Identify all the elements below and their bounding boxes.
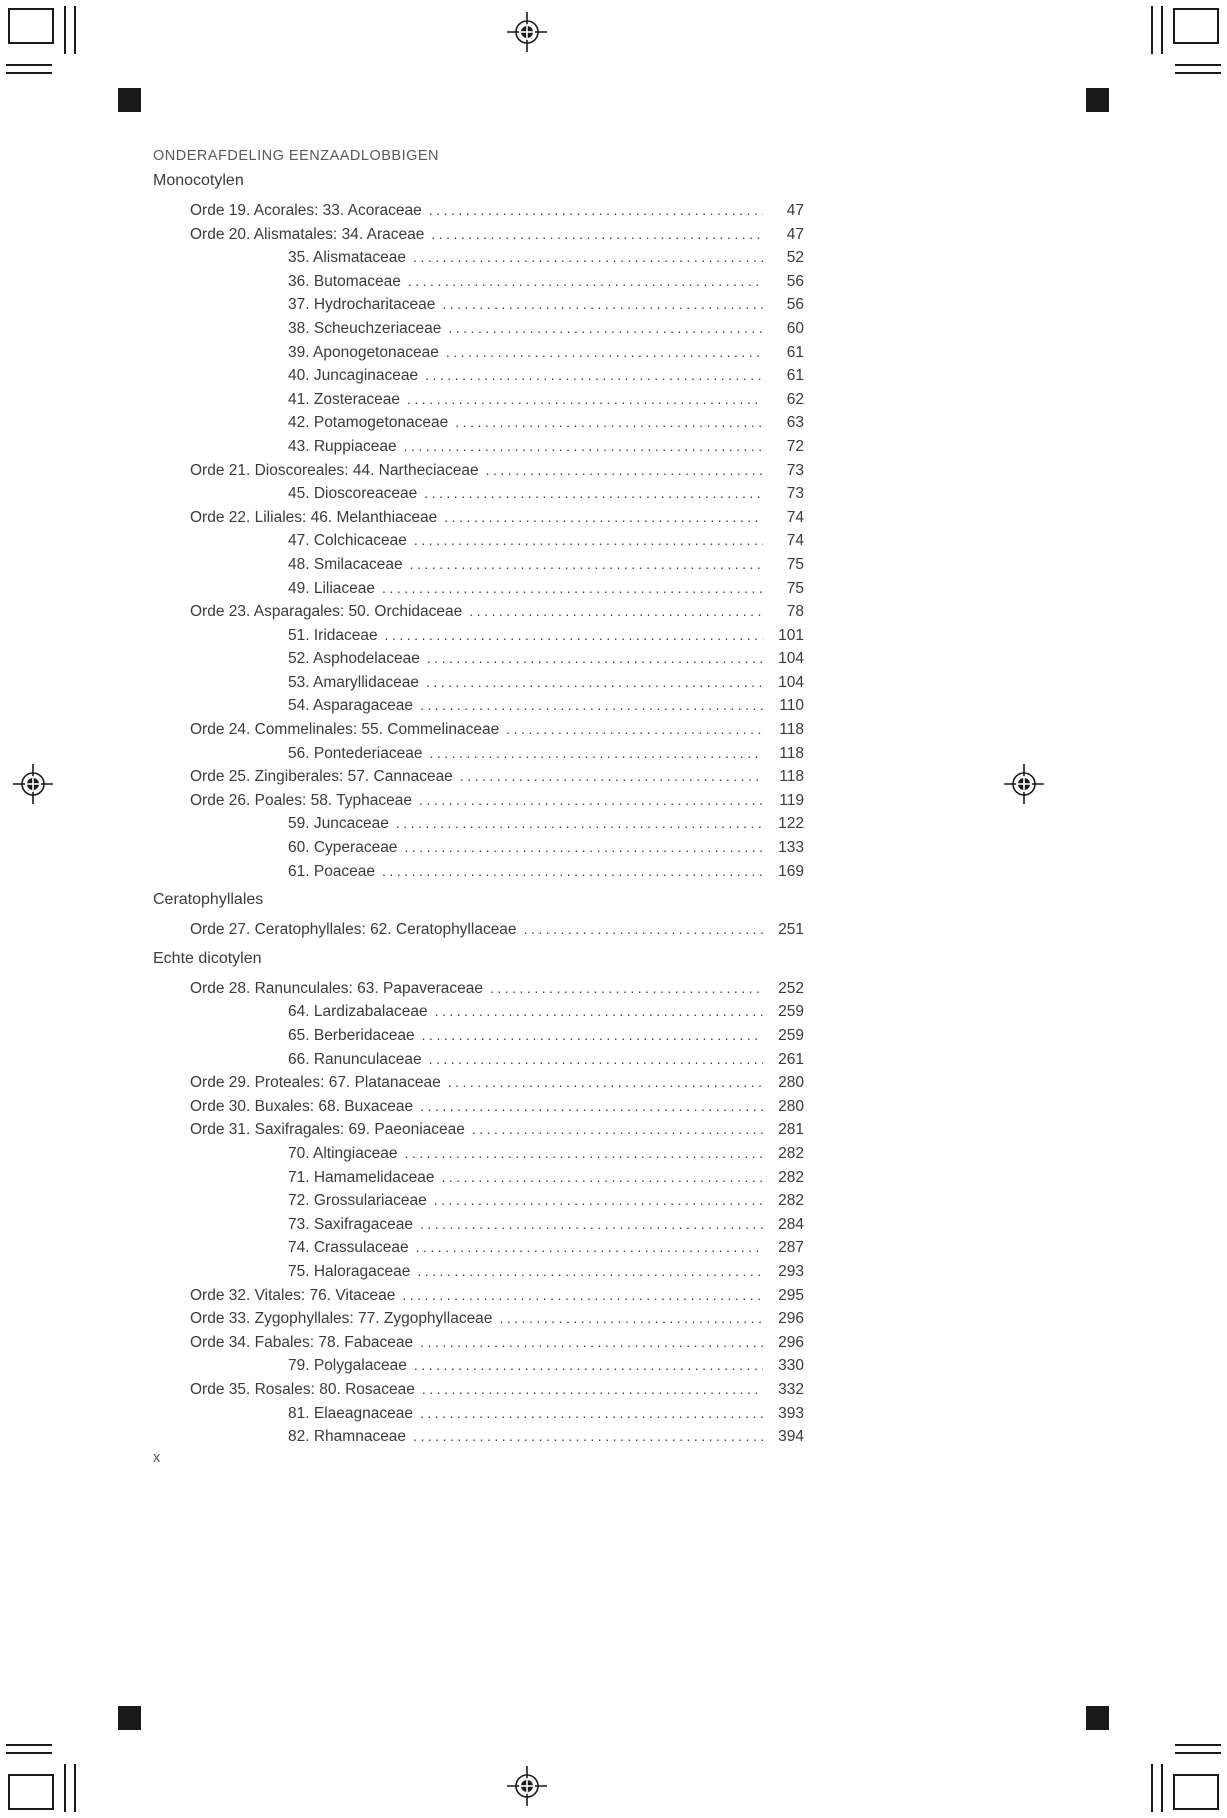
toc-entry-label: 37. Hydrocharitaceae: [288, 296, 436, 314]
crop-mark-line: [1151, 1764, 1153, 1812]
dot-leader: [499, 1307, 763, 1331]
toc-entry-page: 104: [778, 673, 804, 691]
toc-entry-label: 71. Hamamelidaceae: [288, 1168, 435, 1186]
toc-entry: [153, 1000, 804, 1024]
toc-entry-label: 47. Colchicaceae: [288, 532, 407, 550]
toc-entry: [153, 199, 804, 223]
toc-entry-page: 78: [786, 603, 804, 621]
toc-entry-label: 54. Asparagaceae: [288, 697, 413, 715]
dot-leader: [444, 506, 763, 530]
toc-entry-page: 56: [786, 296, 804, 314]
dot-leader: [396, 812, 763, 836]
dot-leader: [413, 1425, 763, 1449]
dot-leader: [524, 918, 763, 942]
toc-entry: [153, 459, 804, 483]
dot-leader: [382, 577, 763, 601]
dot-leader: [506, 718, 763, 742]
crop-mark-line: [6, 72, 52, 74]
toc-entry-label: 72. Grossulariaceae: [288, 1192, 427, 1210]
toc-entry-label: 51. Iridaceae: [288, 626, 378, 644]
toc-entry: [153, 1331, 804, 1355]
toc-entry-label: Orde 34. Fabales: 78. Fabaceae: [190, 1333, 414, 1351]
toc-entry: [153, 293, 804, 317]
toc-entry: [153, 1236, 804, 1260]
dot-leader: [404, 836, 763, 860]
color-patch: [1086, 88, 1109, 112]
toc-entry: [153, 364, 804, 388]
toc-content: [153, 148, 804, 1449]
toc-entry-label: 60. Cyperaceae: [288, 839, 398, 857]
toc-entry: [153, 694, 804, 718]
toc-entry-page: 118: [779, 721, 804, 739]
color-patch: [1086, 1706, 1109, 1730]
toc-entry: [153, 270, 804, 294]
dot-leader: [448, 1071, 763, 1095]
dot-leader: [422, 1024, 763, 1048]
toc-entry-page: 47: [786, 225, 804, 243]
dot-leader: [469, 600, 763, 624]
toc-entry-page: 169: [778, 862, 804, 880]
toc-entry: [153, 1095, 804, 1119]
toc-entry-label: Orde 28. Ranunculales: 63. Papaveraceae: [190, 979, 483, 997]
toc-entry-page: 296: [778, 1333, 804, 1351]
toc-entry: [153, 506, 804, 530]
toc-entry: [153, 435, 804, 459]
toc-entry: [153, 624, 804, 648]
toc-entry: [153, 789, 804, 813]
toc-sections: [153, 172, 804, 1449]
toc-entry-label: 36. Butomaceae: [288, 272, 401, 290]
dot-leader: [448, 317, 763, 341]
crop-mark-line: [1175, 64, 1221, 66]
crop-mark-box-top-right: [1173, 8, 1219, 44]
toc-entry-page: 104: [778, 650, 804, 668]
section-title: Ceratophyllales: [153, 891, 264, 909]
dot-leader: [429, 1048, 763, 1072]
dot-leader: [382, 860, 763, 884]
toc-entry: [153, 577, 804, 601]
toc-entry-page: 52: [786, 249, 804, 267]
dot-leader: [425, 364, 763, 388]
toc-entry: [153, 836, 804, 860]
toc-entry-label: 35. Alismataceae: [288, 249, 407, 267]
toc-entry-page: 62: [786, 390, 804, 408]
toc-entry-page: 295: [778, 1286, 804, 1304]
toc-entry: [153, 246, 804, 270]
toc-entry: [153, 1118, 804, 1142]
toc-entry-page: 110: [779, 697, 804, 715]
toc-entry-label: 53. Amaryllidaceae: [288, 673, 419, 691]
page-number: x: [153, 1450, 161, 1466]
crop-mark-line: [6, 1744, 52, 1746]
toc-entry-label: 73. Saxifragaceae: [288, 1215, 413, 1233]
dot-leader: [446, 341, 763, 365]
section-title: Monocotylen: [153, 172, 244, 189]
color-patch: [118, 1706, 141, 1730]
toc-entry-page: 330: [778, 1357, 804, 1375]
dot-leader: [385, 624, 763, 648]
toc-entry: [153, 1071, 804, 1095]
toc-entry: [153, 411, 804, 435]
toc-entry-page: 281: [778, 1121, 804, 1139]
toc-entry-label: Orde 29. Proteales: 67. Platanaceae: [190, 1074, 441, 1092]
toc-entry-label: 64. Lardizabalaceae: [288, 1003, 428, 1021]
toc-entry-page: 252: [778, 979, 804, 997]
dot-leader: [486, 459, 763, 483]
crop-mark-line: [74, 1764, 76, 1812]
toc-entry-label: 70. Altingiaceae: [288, 1144, 398, 1162]
toc-entry: [153, 977, 804, 1001]
toc-entry-page: 63: [786, 414, 804, 432]
toc-entry-page: 122: [778, 815, 804, 833]
crop-mark-line: [6, 1752, 52, 1754]
toc-entry-page: 282: [778, 1192, 804, 1210]
toc-entry-page: 287: [778, 1239, 804, 1257]
toc-entry-page: 261: [778, 1050, 804, 1068]
toc-entry-page: 282: [778, 1168, 804, 1186]
toc-entry: [153, 388, 804, 412]
crop-mark-line: [64, 1764, 66, 1812]
toc-entry-page: 47: [786, 202, 804, 219]
crop-mark-line: [64, 6, 66, 54]
dot-leader: [472, 1118, 763, 1142]
toc-entry-label: Orde 35. Rosales: 80. Rosaceae: [190, 1380, 415, 1398]
toc-entry: [153, 1260, 804, 1284]
toc-entry-label: 43. Ruppiaceae: [288, 437, 397, 455]
dot-leader: [455, 411, 763, 435]
dot-leader: [431, 223, 763, 247]
dot-leader: [420, 694, 763, 718]
dot-leader: [435, 1000, 763, 1024]
toc-entry: [153, 765, 804, 789]
toc-entry-label: 74. Crassulaceae: [288, 1239, 409, 1257]
toc-entry-label: Orde 33. Zygophyllales: 77. Zygophyllaceae: [190, 1310, 493, 1328]
toc-entry: [153, 671, 804, 695]
toc-entry-page: 61: [786, 343, 804, 361]
toc-entry-label: Orde 19. Acorales: 33. Acoraceae: [190, 202, 422, 219]
dot-leader: [414, 1354, 763, 1378]
toc-entry-page: 75: [786, 555, 804, 573]
toc-entry-label: Orde 27. Ceratophyllales: 62. Ceratophyllaceae: [190, 921, 517, 939]
toc-entry-page: 293: [778, 1262, 804, 1280]
crop-mark-line: [6, 64, 52, 66]
dot-leader: [420, 1402, 763, 1426]
dot-leader: [419, 789, 763, 813]
toc-entry-page: 259: [778, 1027, 804, 1044]
toc-entry: [153, 223, 804, 247]
dot-leader: [429, 742, 763, 766]
toc-entry-label: 59. Juncaceae: [288, 815, 389, 833]
toc-entry-label: Orde 23. Asparagales: 50. Orchidaceae: [190, 603, 463, 621]
toc-entry: [153, 812, 804, 836]
dot-leader: [426, 671, 763, 695]
toc-entry-page: 280: [778, 1074, 804, 1092]
toc-entry-label: Orde 20. Alismatales: 34. Araceae: [190, 225, 425, 243]
toc-entry-page: 332: [778, 1380, 804, 1398]
toc-entry-label: Orde 24. Commelinales: 55. Commelinaceae: [190, 721, 500, 739]
toc-entry: [153, 1307, 804, 1331]
color-patch: [118, 88, 141, 112]
crop-mark-line: [1175, 1752, 1221, 1754]
dot-leader: [417, 1260, 763, 1284]
toc-entry-label: 52. Asphodelaceae: [288, 650, 420, 668]
dot-leader: [420, 1213, 763, 1237]
toc-entry: [153, 317, 804, 341]
toc-entry: [153, 600, 804, 624]
dot-leader: [408, 270, 763, 294]
toc-entry: [153, 1425, 804, 1449]
toc-entry-page: 60: [786, 319, 804, 337]
toc-entry-label: Orde 21. Dioscoreales: 44. Nartheciaceae: [190, 461, 479, 479]
toc-entry-label: 48. Smilacaceae: [288, 555, 403, 573]
toc-entry-page: 72: [786, 437, 804, 455]
dot-leader: [422, 1378, 763, 1402]
crop-mark-line: [1161, 6, 1163, 54]
toc-entry: [153, 1284, 804, 1308]
toc-entry-label: 65. Berberidaceae: [288, 1027, 415, 1044]
registration-mark-icon: [1004, 764, 1044, 804]
toc-entry-page: 133: [778, 839, 804, 857]
toc-entry-label: 39. Aponogetonaceae: [288, 343, 439, 361]
crop-mark-line: [1161, 1764, 1163, 1812]
toc-entry-label: 40. Juncaginaceae: [288, 367, 419, 385]
toc-entry-page: 118: [779, 768, 804, 786]
toc-entry-label: 42. Potamogetonaceae: [288, 414, 449, 432]
toc-entry-page: 280: [778, 1097, 804, 1115]
crop-mark-box-bottom-right: [1173, 1774, 1219, 1810]
subdivision-heading: ONDERAFDELING EENZAADLOBBIGEN: [153, 148, 440, 164]
dot-leader: [429, 199, 763, 223]
toc-entry-page: 251: [778, 921, 804, 939]
dot-leader: [490, 977, 763, 1001]
toc-entry: [153, 647, 804, 671]
dot-leader: [434, 1189, 763, 1213]
toc-entry-label: 82. Rhamnaceae: [288, 1428, 407, 1446]
dot-leader: [416, 1236, 763, 1260]
toc-entry-label: Orde 32. Vitales: 76. Vitaceae: [190, 1286, 396, 1304]
toc-entry: [153, 482, 804, 506]
toc-entry: [153, 1402, 804, 1426]
toc-entry-label: 41. Zosteraceae: [288, 390, 401, 408]
toc-entry: [153, 1024, 804, 1048]
toc-entry-label: 66. Ranunculaceae: [288, 1050, 422, 1068]
dot-leader: [404, 1142, 763, 1166]
toc-entry-label: 38. Scheuchzeriaceae: [288, 319, 442, 337]
dot-leader: [402, 1284, 763, 1308]
toc-entry: [153, 860, 804, 884]
registration-mark-icon: [507, 1766, 547, 1806]
toc-entry: [153, 1213, 804, 1237]
toc-entry: [153, 529, 804, 553]
toc-entry-page: 284: [778, 1215, 804, 1233]
dot-leader: [413, 246, 763, 270]
section-title: Echte dicotylen: [153, 949, 262, 967]
toc-entry-label: Orde 22. Liliales: 46. Melanthiaceae: [190, 508, 438, 526]
toc-entry-page: 73: [786, 485, 804, 503]
toc-entry-page: 394: [778, 1428, 804, 1446]
dot-leader: [407, 388, 763, 412]
dot-leader: [404, 435, 763, 459]
toc-entry: [153, 1378, 804, 1402]
dot-leader: [410, 553, 763, 577]
toc-entry-label: 45. Dioscoreaceae: [288, 485, 418, 503]
toc-entry: [153, 1166, 804, 1190]
toc-entry-label: 75. Haloragaceae: [288, 1262, 411, 1280]
toc-entry: [153, 1189, 804, 1213]
toc-entry-label: 49. Liliaceae: [288, 579, 376, 597]
toc-entry: [153, 742, 804, 766]
crop-mark-line: [1175, 72, 1221, 74]
crop-mark-box-top-left: [8, 8, 54, 44]
toc-entry: [153, 341, 804, 365]
dot-leader: [460, 765, 763, 789]
toc-entry-page: 74: [786, 532, 804, 550]
toc-entry-page: 73: [786, 461, 804, 479]
toc-entry-page: 259: [778, 1003, 804, 1021]
toc-entry: [153, 918, 804, 942]
toc-entry-label: Orde 31. Saxifragales: 69. Paeoniaceae: [190, 1121, 465, 1139]
toc-entry-page: 74: [786, 508, 804, 526]
toc-entry-label: 81. Elaeagnaceae: [288, 1404, 413, 1422]
toc-entry-page: 296: [778, 1310, 804, 1328]
toc-entry-label: Orde 26. Poales: 58. Typhaceae: [190, 791, 413, 809]
toc-entry: [153, 553, 804, 577]
toc-entry-page: 61: [786, 367, 804, 385]
toc-entry-label: 61. Poaceae: [288, 862, 376, 880]
registration-mark-icon: [13, 764, 53, 804]
crop-mark-line: [74, 6, 76, 54]
dot-leader: [424, 482, 763, 506]
dot-leader: [414, 529, 763, 553]
dot-leader: [442, 293, 763, 317]
toc-entry-label: 79. Polygalaceae: [288, 1357, 407, 1375]
toc-entry: [153, 1354, 804, 1378]
toc-entry-label: Orde 30. Buxales: 68. Buxaceae: [190, 1097, 414, 1115]
toc-entry-page: 282: [778, 1144, 804, 1162]
toc-entry: [153, 1048, 804, 1072]
toc-entry: [153, 718, 804, 742]
toc-entry-page: 56: [786, 272, 804, 290]
toc-entry-page: 101: [778, 626, 804, 644]
dot-leader: [420, 1331, 763, 1355]
toc-entry-label: Orde 25. Zingiberales: 57. Cannaceae: [190, 768, 453, 786]
crop-mark-line: [1151, 6, 1153, 54]
toc-entry-page: 118: [779, 744, 804, 762]
toc-entry-label: 56. Pontederiaceae: [288, 744, 423, 762]
crop-mark-box-bottom-left: [8, 1774, 54, 1810]
toc-entry-page: 119: [779, 791, 804, 809]
registration-mark-icon: [507, 12, 547, 52]
toc-entry-page: 75: [786, 579, 804, 597]
toc-entry-page: 393: [778, 1404, 804, 1422]
crop-mark-line: [1175, 1744, 1221, 1746]
dot-leader: [427, 647, 763, 671]
dot-leader: [420, 1095, 763, 1119]
dot-leader: [441, 1166, 763, 1190]
toc-entry: [153, 1142, 804, 1166]
